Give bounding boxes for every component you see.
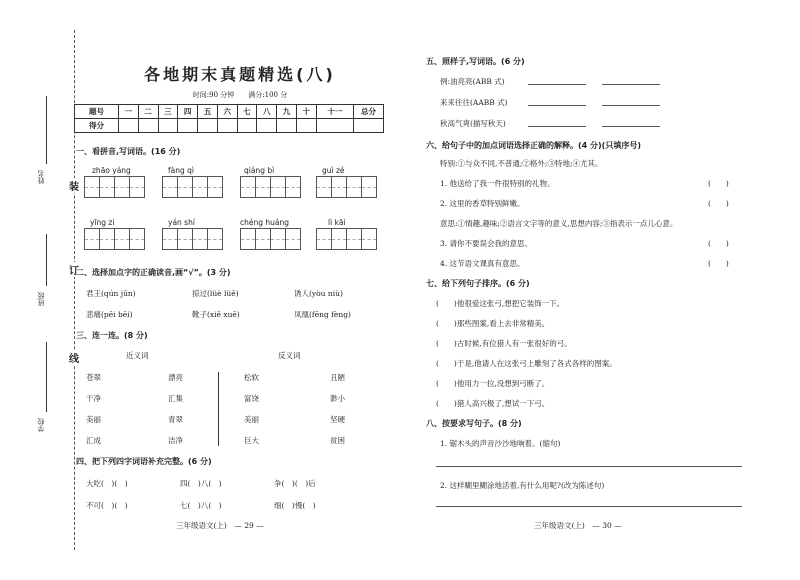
score-input-cell[interactable] — [296, 119, 316, 133]
match-word[interactable]: 汇集 — [168, 394, 183, 403]
sentence-order-item[interactable]: ( )古时候,有位猎人有一张很好的弓。 — [436, 339, 572, 348]
match-word[interactable]: 松软 — [244, 373, 259, 382]
column-divider — [218, 372, 219, 446]
answer-paren[interactable]: ( ) — [708, 199, 729, 208]
idiom-blank[interactable]: 细( )慢( ) — [274, 501, 316, 510]
score-table-cell: 四 — [178, 105, 198, 119]
score-table-cell: 六 — [217, 105, 237, 119]
pronunciation-item[interactable]: 悲痛(pēi bēi) — [86, 310, 133, 319]
score-input-cell[interactable] — [277, 119, 297, 133]
pronunciation-item[interactable]: 君王(qún jūn) — [86, 289, 136, 298]
match-word[interactable]: 美丽 — [86, 415, 101, 424]
pinyin-prompt: guì zé — [322, 166, 345, 175]
score-input-cell[interactable] — [354, 119, 384, 133]
pronunciation-item[interactable]: 靴子(xiē xuē) — [192, 310, 240, 319]
score-input-cell[interactable] — [198, 119, 218, 133]
question-text: 2. 这样糊里糊涂地活着,有什么用呢?(改为陈述句) — [440, 481, 605, 490]
score-table-cell: 五 — [198, 105, 218, 119]
match-word[interactable]: 丑陋 — [330, 373, 345, 382]
question-text: 4. 这节语文课真有意思。 — [440, 259, 525, 268]
definition-list: 特别:①与众不同,不普通;②格外;③特地;④尤其。 — [440, 159, 603, 168]
answer-line[interactable] — [602, 84, 660, 85]
score-table-header-row — [75, 105, 384, 119]
answer-paren[interactable]: ( ) — [708, 259, 729, 268]
answer-line[interactable] — [602, 105, 660, 106]
class-field[interactable] — [46, 234, 47, 286]
score-input-cell[interactable] — [217, 119, 237, 133]
match-word[interactable]: 贫困 — [330, 436, 345, 445]
score-table-cell: 三 — [158, 105, 178, 119]
score-table-cell: 八 — [257, 105, 277, 119]
antonym-heading: 反义词 — [278, 351, 301, 360]
section-3-title: 三、连一连。(8 分) — [76, 331, 148, 340]
page-title: 各地期末真题精选(八) — [144, 65, 336, 84]
score-input-cell[interactable] — [237, 119, 257, 133]
definition-list: 意思:①情趣,趣味;②语言文字等的意义,思想内容;③指表示一点儿心意。 — [440, 219, 678, 228]
score-input-cell[interactable] — [158, 119, 178, 133]
match-word[interactable]: 渺小 — [330, 394, 345, 403]
answer-paren[interactable]: ( ) — [708, 239, 729, 248]
school-label: 学校 — [37, 418, 45, 432]
school-field[interactable] — [46, 342, 47, 412]
match-word[interactable]: 漂亮 — [168, 373, 183, 382]
section-7-title: 七、给下列句子排序。(6 分) — [426, 279, 530, 288]
pronunciation-item[interactable]: 凤凰(fēng fèng) — [294, 310, 351, 319]
synonym-heading: 近义词 — [126, 351, 149, 360]
pinyin-prompt: yīng zi — [90, 218, 115, 227]
section-6-title: 六、给句子中的加点词语选择正确的解释。(4 分)(只填序号) — [426, 141, 641, 150]
answer-line[interactable] — [528, 126, 586, 127]
match-word[interactable]: 汇成 — [86, 436, 101, 445]
score-table-cell: 得分 — [75, 119, 119, 133]
score-table-cell: 七 — [237, 105, 257, 119]
match-word[interactable]: 苍翠 — [86, 373, 101, 382]
example-word: 例:油亮亮(ABB 式) — [440, 77, 505, 86]
section-8-title: 八、按要求写句子。(8 分) — [426, 419, 522, 428]
binding-word: 装 — [66, 178, 82, 193]
idiom-blank[interactable]: 大吃( )( ) — [86, 479, 128, 488]
score-table-score-row — [75, 119, 384, 133]
sentence-order-item[interactable]: ( )猎人高兴极了,想试一下弓。 — [436, 399, 550, 408]
section-4-title: 四、把下列四字词语补充完整。(6 分) — [76, 457, 212, 466]
sentence-order-item[interactable]: ( )他很爱这张弓,想把它装饰一下。 — [436, 299, 565, 308]
idiom-blank[interactable]: 七( )八( ) — [180, 501, 222, 510]
writing-grid[interactable] — [240, 176, 300, 198]
pinyin-prompt: zhāo yáng — [92, 166, 131, 175]
pinyin-prompt: yán shí — [168, 218, 195, 227]
idiom-blank[interactable]: 四( )八( ) — [180, 479, 222, 488]
score-table-cell: 九 — [277, 105, 297, 119]
writing-grid[interactable] — [240, 228, 300, 250]
sentence-order-item[interactable]: ( )那些图案,看上去非常精美。 — [436, 319, 550, 328]
idiom-blank[interactable]: 争( )( )后 — [274, 479, 316, 488]
score-table-cell: 一 — [119, 105, 139, 119]
score-table — [74, 104, 384, 133]
binding-word: 线 — [66, 350, 82, 365]
pinyin-prompt: lì kāi — [328, 218, 346, 227]
binding-word: 订 — [66, 262, 82, 277]
writing-grid[interactable] — [162, 176, 222, 198]
section-2-title: 二、选择加点字的正确读音,画“√”。(3 分) — [76, 268, 231, 277]
section-5-title: 五、照样子,写词语。(6 分) — [426, 57, 525, 66]
sentence-order-item[interactable]: ( )于是,他请人在这张弓上雕刻了各式各样的图案。 — [436, 359, 617, 368]
pronunciation-item[interactable]: 诱人(yòu niù) — [294, 289, 343, 298]
answer-line[interactable] — [528, 84, 586, 85]
pronunciation-item[interactable]: 掠过(lüè lüě) — [192, 289, 239, 298]
answer-line[interactable] — [528, 105, 586, 106]
score-table-cell: 十 — [296, 105, 316, 119]
answer-line[interactable] — [436, 466, 742, 467]
match-word[interactable]: 坚硬 — [330, 415, 345, 424]
match-word[interactable]: 青翠 — [168, 415, 183, 424]
match-word[interactable]: 美丽 — [244, 415, 259, 424]
question-text: 2. 这里的香草特别鲜嫩。 — [440, 199, 525, 208]
answer-line[interactable] — [436, 506, 742, 507]
question-text: 3. 请你不要误会我的意思。 — [440, 239, 533, 248]
writing-grid[interactable] — [316, 176, 376, 198]
question-text: 1. 他送给了我一件很特别的礼物。 — [440, 179, 555, 188]
idiom-blank[interactable]: 不可( )( ) — [86, 501, 128, 510]
example-word: 来来往往(AABB 式) — [440, 98, 508, 107]
match-word[interactable]: 干净 — [86, 394, 101, 403]
page-footer-right: 三年级语文(上) — 30 — — [534, 521, 622, 530]
name-field[interactable] — [46, 96, 47, 164]
page-footer-left: 三年级语文(上) — 29 — — [176, 521, 264, 530]
example-word: 秋高气爽(描写秋天) — [440, 119, 506, 128]
sentence-order-item[interactable]: ( )他用力一拉,没想到弓断了。 — [436, 379, 550, 388]
pinyin-prompt: chéng huáng — [240, 218, 290, 227]
score-input-cell[interactable] — [178, 119, 198, 133]
match-word[interactable]: 洁净 — [168, 436, 183, 445]
score-input-cell[interactable] — [257, 119, 277, 133]
pinyin-prompt: qiáng bì — [244, 166, 275, 175]
question-text: 1. 锯木头的声音沙沙地响着。(缩句) — [440, 439, 561, 448]
answer-paren[interactable]: ( ) — [708, 179, 729, 188]
score-input-cell[interactable] — [138, 119, 158, 133]
match-word[interactable]: 巨大 — [244, 436, 259, 445]
answer-line[interactable] — [602, 126, 660, 127]
exam-info: 时间:90 分钟 满分:100 分 — [192, 91, 288, 99]
score-input-cell[interactable] — [119, 119, 139, 133]
score-table-cell: 题号 — [75, 105, 119, 119]
writing-grid[interactable] — [84, 176, 144, 198]
pinyin-prompt: fàng qì — [168, 166, 194, 175]
match-word[interactable]: 富饶 — [244, 394, 259, 403]
writing-grid[interactable] — [84, 228, 144, 250]
class-label: 班级 — [37, 292, 45, 306]
score-table-cell: 十一 — [316, 105, 353, 119]
writing-grid[interactable] — [162, 228, 222, 250]
score-table-cell: 总分 — [354, 105, 384, 119]
score-input-cell[interactable] — [316, 119, 353, 133]
section-1-title: 一、看拼音,写词语。(16 分) — [76, 147, 181, 156]
writing-grid[interactable] — [316, 228, 376, 250]
score-table-cell: 二 — [138, 105, 158, 119]
name-label: 姓名 — [37, 170, 45, 184]
